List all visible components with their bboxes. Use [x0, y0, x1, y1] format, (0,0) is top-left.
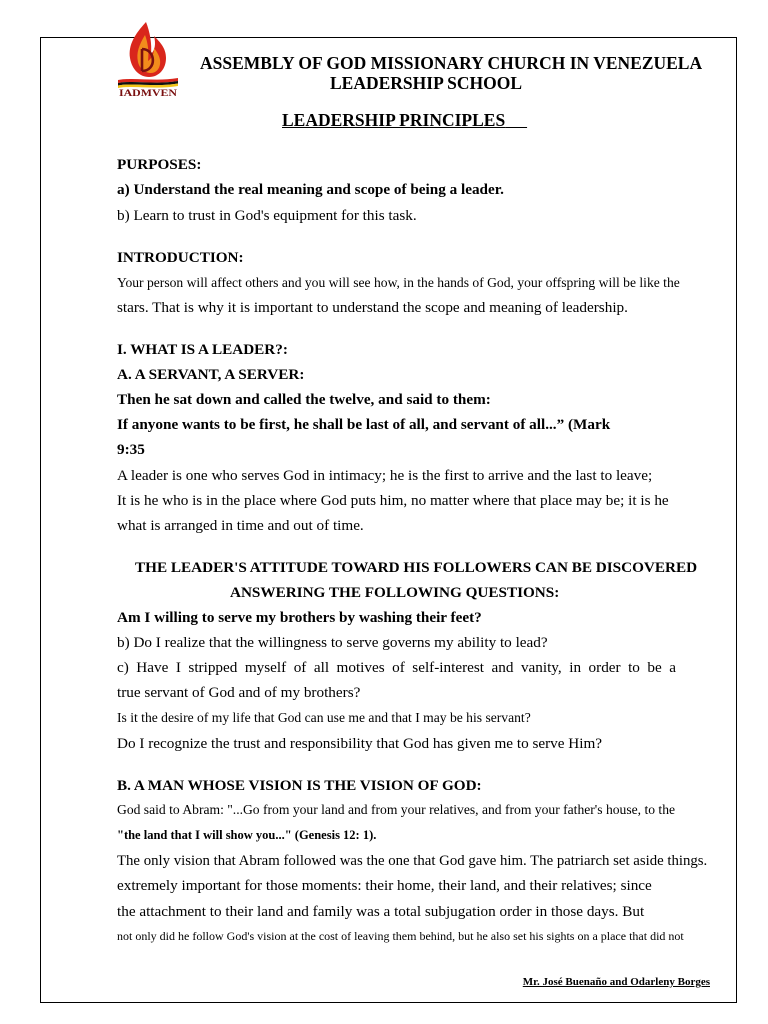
introduction-text-line: stars. That is why it is important to understand the scope and meaning of leadership. [117, 299, 628, 316]
section-heading: I. WHAT IS A LEADER?: [117, 341, 288, 358]
scripture-reference: 9:35 [117, 441, 145, 458]
footer-authors: Mr. José Buenaño and Odarleny Borges [522, 976, 710, 988]
purpose-item: a) Understand the real meaning and scope of being a leader. [117, 181, 504, 198]
question-line: Do I recognize the trust and responsibility that God has given me to serve Him? [117, 735, 603, 752]
church-logo [113, 20, 183, 98]
document-title-text: LEADERSHIP PRINCIPLES [282, 110, 506, 130]
questions-heading-line: ANSWERING THE FOLLOWING QUESTIONS: [230, 584, 560, 601]
question-line: Is it the desire of my life that God can use me and that I may be his servant? [117, 710, 531, 725]
purposes-heading: PURPOSES: [117, 156, 202, 173]
scripture-quote-line: Then he sat down and called the twelve, and said to them: [117, 391, 491, 408]
school-name: LEADERSHIP SCHOOL [330, 73, 523, 93]
questions-heading-line: THE LEADER'S ATTITUDE TOWARD HIS FOLLOWERS CAN BE DISCOVERED [135, 559, 698, 576]
introduction-heading: INTRODUCTION: [117, 249, 244, 266]
scripture-quote-line: If anyone wants to be first, he shall be last of all, and servant of all...” (Mark [117, 416, 611, 433]
question-line: b) Do I realize that the willingness to serve governs my ability to lead? [117, 634, 548, 651]
logo-text: IADMVEN [119, 88, 178, 98]
question-line: c) Have I stripped myself of all motives of self-interest and vanity, in order to be a [117, 659, 676, 676]
scripture-quote-line: "the land that I will show you..." (Genesis 12: 1). [117, 828, 377, 842]
subsection-heading: A. A SERVANT, A SERVER: [117, 366, 305, 383]
stripe-base [118, 78, 178, 88]
body-text-line: It is he who is in the place where God puts him, no matter where that place may be; it is he [117, 492, 669, 509]
body-text-line: A leader is one who serves God in intimacy; he is the first to arrive and the last to leave; [117, 467, 653, 484]
flame-icon [130, 22, 166, 77]
body-text-line: what is arranged in time and out of time. [117, 517, 364, 534]
body-text-line: the attachment to their land and family was a total subjugation order in those days. But [117, 903, 645, 920]
introduction-text-line: Your person will affect others and you will see how, in the hands of God, your offspring will be like the [117, 275, 680, 290]
scripture-quote-line: God said to Abram: "...Go from your land and from your relatives, and from your father's house, to the [117, 802, 676, 817]
question-line: true servant of God and of my brothers? [117, 684, 361, 701]
question-line: Am I willing to serve my brothers by washing their feet? [117, 609, 482, 626]
body-text-line: The only vision that Abram followed was the one that God gave him. The patriarch set aside things. [117, 853, 708, 869]
org-name: ASSEMBLY OF GOD MISSIONARY CHURCH IN VENEZUELA [200, 53, 703, 73]
document-title [282, 109, 527, 131]
section-heading: B. A MAN WHOSE VISION IS THE VISION OF GOD: [117, 777, 482, 794]
body-text-line: not only did he follow God's vision at the cost of leaving them behind, but he also set his sights on a place that did not [117, 929, 684, 943]
body-text-line: extremely important for those moments: their home, their land, and their relatives; since [117, 877, 652, 894]
purpose-item: b) Learn to trust in God's equipment for this task. [117, 207, 417, 224]
